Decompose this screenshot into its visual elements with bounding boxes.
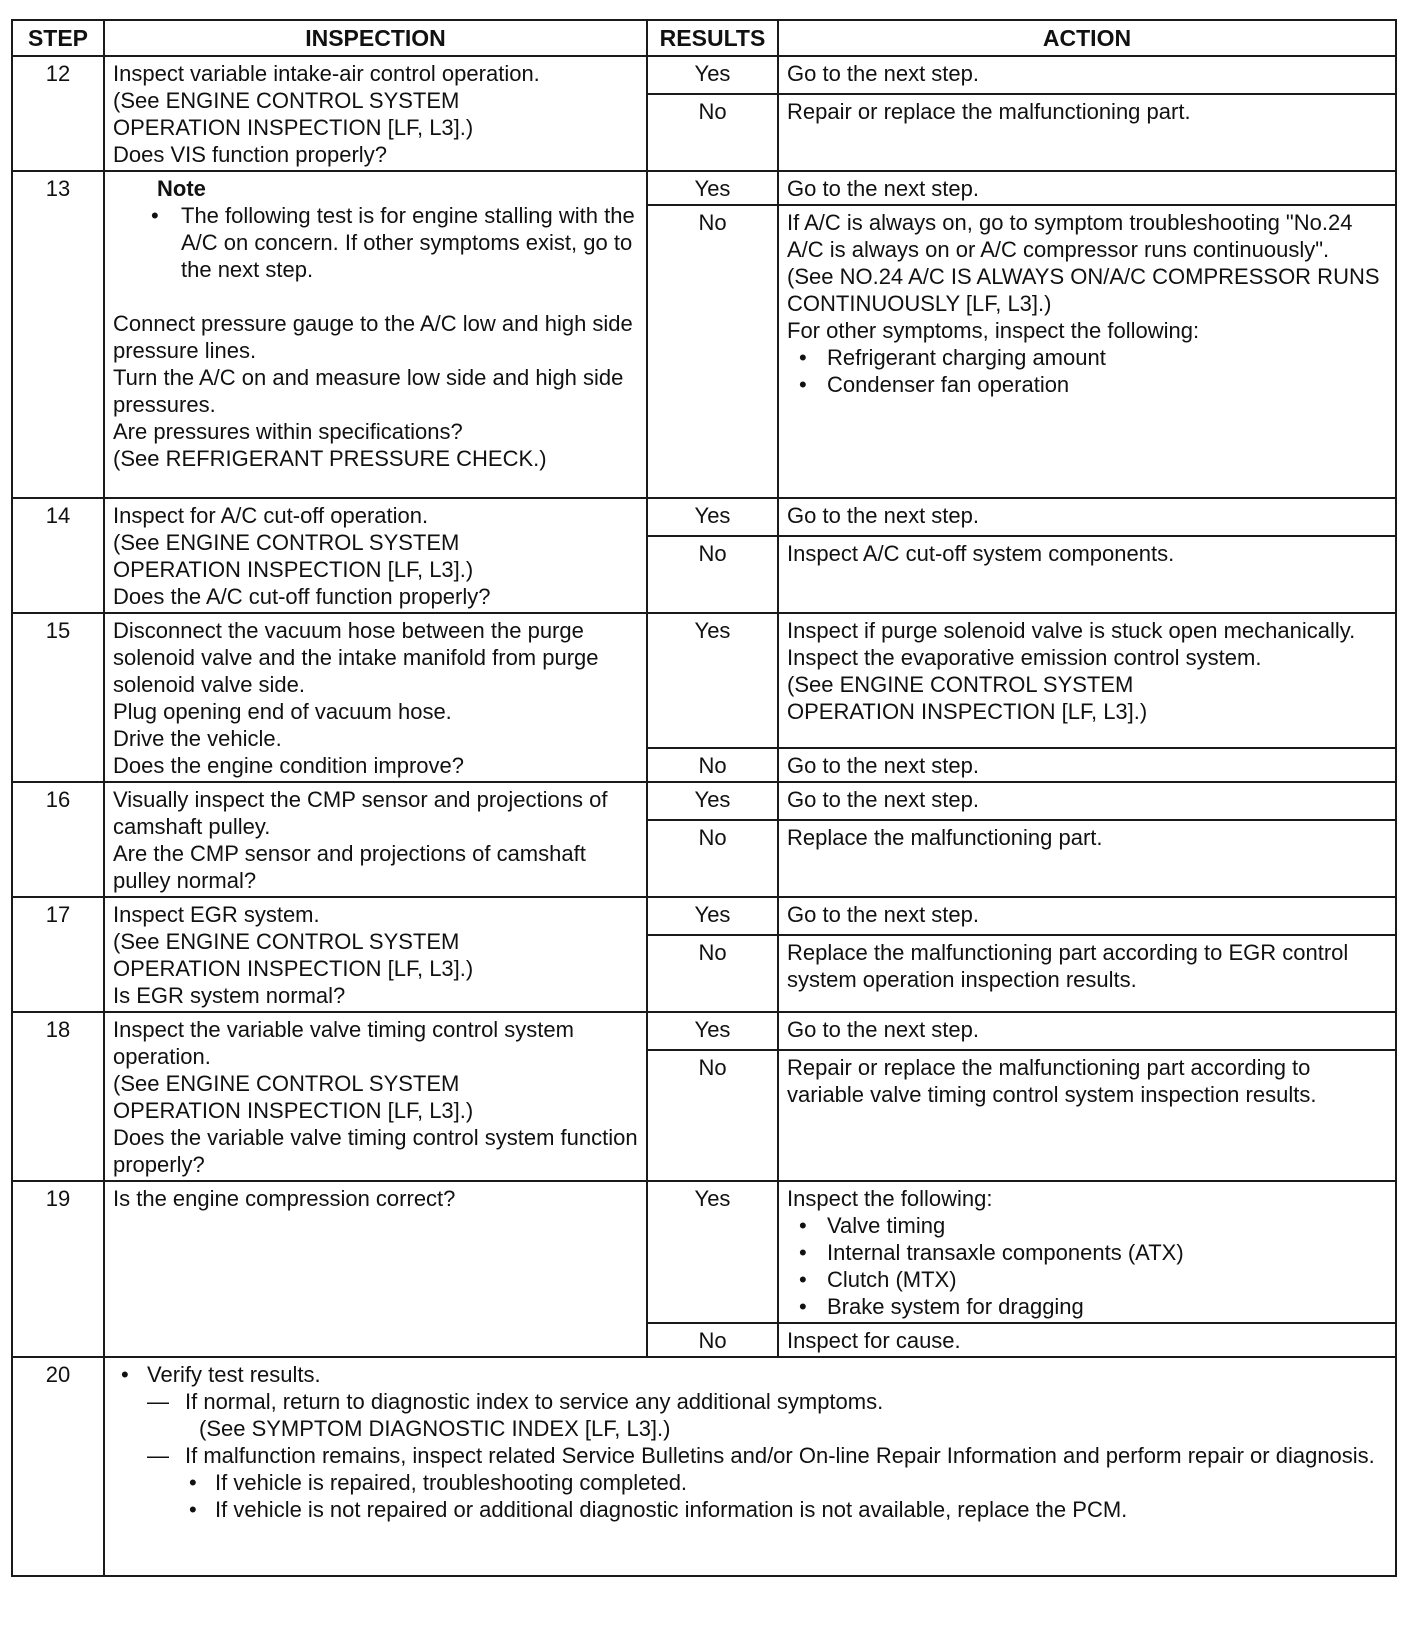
action-yes: Go to the next step. [778, 782, 1396, 820]
inspection-line: Inspect EGR system. [113, 902, 320, 927]
note-bullet: • The following test is for engine stalling with the A/C on concern. If other symptoms exist, go to the next step. [113, 202, 638, 283]
table-row [12, 56, 1396, 94]
inspection-line: OPERATION INSPECTION [LF, L3].) [113, 557, 474, 582]
result-no: No [647, 205, 778, 498]
inspection-cell [104, 498, 647, 613]
action-no: Inspect for cause. [778, 1323, 1396, 1357]
inspection-cell [104, 897, 647, 1012]
inspection-line: OPERATION INSPECTION [LF, L3].) [113, 1098, 474, 1123]
action-line: For other symptoms, inspect the following: [787, 318, 1200, 343]
inspection-cell [104, 1012, 647, 1181]
inspection-line: Inspect for A/C cut-off operation. [113, 503, 429, 528]
result-yes: Yes [647, 1012, 778, 1050]
action-line: OPERATION INSPECTION [LF, L3].) [787, 699, 1148, 724]
result-no: No [647, 1050, 778, 1181]
verify-sub-bullet: • If vehicle is repaired, troubleshooting completed. [113, 1469, 1387, 1496]
step-number: 17 [12, 897, 104, 1012]
step-number: 13 [12, 171, 104, 498]
action-yes: Go to the next step. [778, 1012, 1396, 1050]
action-list [787, 1212, 1387, 1320]
inspection-line: (See ENGINE CONTROL SYSTEM [113, 929, 460, 954]
inspection-line: Does the A/C cut-off function properly? [113, 584, 491, 609]
step-number: 19 [12, 1181, 104, 1357]
header-inspection: INSPECTION [104, 20, 647, 56]
inspection-line: (See ENGINE CONTROL SYSTEM [113, 530, 460, 555]
action-yes: Go to the next step. [778, 171, 1396, 205]
inspection-line: (See ENGINE CONTROL SYSTEM [113, 88, 460, 113]
list-item: • Refrigerant charging amount [787, 344, 1387, 371]
list-item: • Clutch (MTX) [787, 1266, 1387, 1293]
result-no: No [647, 820, 778, 897]
table-row [12, 897, 1396, 935]
note-list [113, 202, 638, 283]
step-number: 18 [12, 1012, 104, 1181]
inspection-cell [104, 782, 647, 897]
inspection-line: Does the engine condition improve? [113, 753, 465, 778]
action-yes: Go to the next step. [778, 498, 1396, 536]
action-line: (See NO.24 A/C IS ALWAYS ON/A/C COMPRESSOR RUNS CONTINUOUSLY [LF, L3].) [787, 264, 1380, 316]
result-no: No [647, 748, 778, 782]
result-yes: Yes [647, 613, 778, 748]
list-item: • Brake system for dragging [787, 1293, 1387, 1320]
result-yes: Yes [647, 782, 778, 820]
action-no: Repair or replace the malfunctioning part according to variable valve timing control system inspection results. [778, 1050, 1396, 1181]
header-results: RESULTS [647, 20, 778, 56]
action-yes [778, 1181, 1396, 1323]
inspection-line: Are the CMP sensor and projections of camshaft pulley normal? [113, 841, 586, 893]
note-title: Note [157, 176, 206, 201]
list-item: • Condenser fan operation [787, 371, 1387, 398]
result-no: No [647, 536, 778, 613]
action-no [778, 205, 1396, 498]
result-no: No [647, 1323, 778, 1357]
verify-bullet: • Verify test results. [113, 1361, 1387, 1388]
step-number: 16 [12, 782, 104, 897]
inspection-line: Visually inspect the CMP sensor and projections of camshaft pulley. [113, 787, 608, 839]
step-number: 12 [12, 56, 104, 171]
verify-dash-ref: (See SYMPTOM DIAGNOSTIC INDEX [LF, L3].) [199, 1416, 671, 1441]
action-line: If A/C is always on, go to symptom troubleshooting "No.24 A/C is always on or A/C compressor runs continuously". [787, 210, 1353, 262]
table-header-row [12, 20, 1396, 56]
action-no: Go to the next step. [778, 748, 1396, 782]
diagnostic-table [11, 19, 1397, 1577]
verify-dash-malfunction: — If malfunction remains, inspect related Service Bulletins and/or On-line Repair Information and perform repair or diagnosis. [113, 1442, 1387, 1469]
step-number: 14 [12, 498, 104, 613]
action-yes [778, 613, 1396, 748]
verify-sub-bullet: • If vehicle is not repaired or additional diagnostic information is not available, replace the PCM. [113, 1496, 1387, 1523]
action-list [787, 344, 1387, 398]
list-item: • Valve timing [787, 1212, 1387, 1239]
table-row [12, 613, 1396, 748]
step-number: 20 [12, 1357, 104, 1576]
table-row [12, 782, 1396, 820]
action-no: Repair or replace the malfunctioning part. [778, 94, 1396, 171]
inspection-line: Inspect variable intake-air control operation. [113, 61, 540, 86]
inspection-cell [104, 171, 647, 498]
result-yes: Yes [647, 498, 778, 536]
inspection-line: Turn the A/C on and measure low side and high side pressures. [113, 365, 624, 417]
result-yes: Yes [647, 171, 778, 205]
action-yes: Go to the next step. [778, 897, 1396, 935]
header-action: ACTION [778, 20, 1396, 56]
action-no: Replace the malfunctioning part according to EGR control system operation inspection results. [778, 935, 1396, 1012]
action-no: Replace the malfunctioning part. [778, 820, 1396, 897]
inspection-line: Drive the vehicle. [113, 726, 282, 751]
action-line: (See ENGINE CONTROL SYSTEM [787, 672, 1134, 697]
inspection-line: Is EGR system normal? [113, 983, 346, 1008]
list-item: • Internal transaxle components (ATX) [787, 1239, 1387, 1266]
inspection-line: Connect pressure gauge to the A/C low and high side pressure lines. [113, 311, 633, 363]
result-yes: Yes [647, 56, 778, 94]
inspection-line: Disconnect the vacuum hose between the purge solenoid valve and the intake manifold from purge solenoid valve side. [113, 618, 599, 697]
action-line: Inspect the following: [787, 1186, 993, 1211]
verify-dash-normal: — If normal, return to diagnostic index to service any additional symptoms. [113, 1388, 1387, 1415]
inspection-line: Does the variable valve timing control system function properly? [113, 1125, 638, 1177]
inspection-line: Plug opening end of vacuum hose. [113, 699, 452, 724]
table-row [12, 1181, 1396, 1323]
inspection-line: OPERATION INSPECTION [LF, L3].) [113, 956, 474, 981]
step-number: 15 [12, 613, 104, 782]
table-row [12, 171, 1396, 205]
inspection-cell: Is the engine compression correct? [104, 1181, 647, 1357]
result-yes: Yes [647, 897, 778, 935]
action-line: Inspect if purge solenoid valve is stuck open mechanically. [787, 618, 1356, 643]
inspection-cell [104, 613, 647, 782]
inspection-cell [104, 56, 647, 171]
header-step: STEP [12, 20, 104, 56]
inspection-line: (See ENGINE CONTROL SYSTEM [113, 1071, 460, 1096]
action-no: Inspect A/C cut-off system components. [778, 536, 1396, 613]
inspection-line: (See REFRIGERANT PRESSURE CHECK.) [113, 446, 547, 471]
inspection-line: OPERATION INSPECTION [LF, L3].) [113, 115, 474, 140]
action-line: Inspect the evaporative emission control system. [787, 645, 1262, 670]
result-yes: Yes [647, 1181, 778, 1323]
action-yes: Go to the next step. [778, 56, 1396, 94]
result-no: No [647, 935, 778, 1012]
table-row [12, 1012, 1396, 1050]
inspection-line: Does VIS function properly? [113, 142, 387, 167]
table-row [12, 1357, 1396, 1576]
table-row [12, 498, 1396, 536]
inspection-line: Are pressures within specifications? [113, 419, 463, 444]
inspection-line: Inspect the variable valve timing control system operation. [113, 1017, 574, 1069]
verify-cell [104, 1357, 1396, 1576]
result-no: No [647, 94, 778, 171]
